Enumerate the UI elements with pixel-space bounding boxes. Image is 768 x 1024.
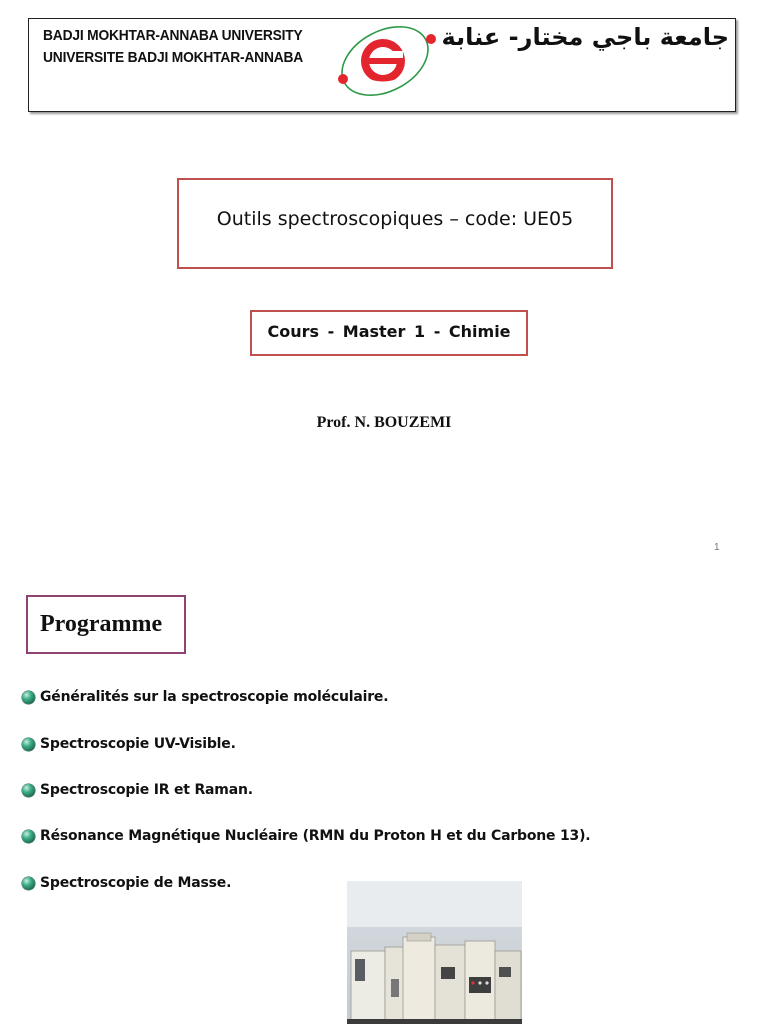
list-item xyxy=(22,875,231,891)
globe-bullet-icon xyxy=(22,691,35,704)
spectrometer-photo xyxy=(347,881,522,1024)
list-item-text: Spectroscopie de Masse. xyxy=(40,875,232,891)
globe-bullet-icon xyxy=(22,830,35,843)
list-item xyxy=(22,782,253,798)
list-item-text: Généralités sur la spectroscopie moléculaire. xyxy=(40,689,389,705)
course-title: Outils spectroscopiques – code: UE05 xyxy=(216,207,574,230)
page-number: 1 xyxy=(714,542,720,553)
globe-bullet-icon xyxy=(22,738,35,751)
course-level: Cours - Master 1 - Chimie xyxy=(267,321,511,341)
course-level-box xyxy=(250,310,528,356)
globe-bullet-icon xyxy=(22,784,35,797)
university-header xyxy=(28,18,736,112)
professor-name: Prof. N. BOUZEMI xyxy=(316,414,452,431)
programme-title: Programme xyxy=(40,611,163,637)
list-item-text: Résonance Magnétique Nucléaire (RMN du Proton H et du Carbone 13). xyxy=(40,828,591,844)
course-title-box xyxy=(177,178,613,269)
university-logo xyxy=(335,21,445,97)
globe-bullet-icon xyxy=(22,877,35,890)
list-item xyxy=(22,828,590,844)
list-item-text: Spectroscopie UV-Visible. xyxy=(40,736,236,752)
university-name-fr: UNIVERSITE BADJI MOKHTAR-ANNABA xyxy=(43,49,304,66)
list-item xyxy=(22,736,236,752)
list-item xyxy=(22,689,388,705)
university-name-ar: جامعة باجي مختار- عنابة xyxy=(441,23,729,51)
list-item-text: Spectroscopie IR et Raman. xyxy=(40,782,253,798)
university-name-en: BADJI MOKHTAR-ANNABA UNIVERSITY xyxy=(43,27,303,44)
programme-box xyxy=(26,595,186,654)
